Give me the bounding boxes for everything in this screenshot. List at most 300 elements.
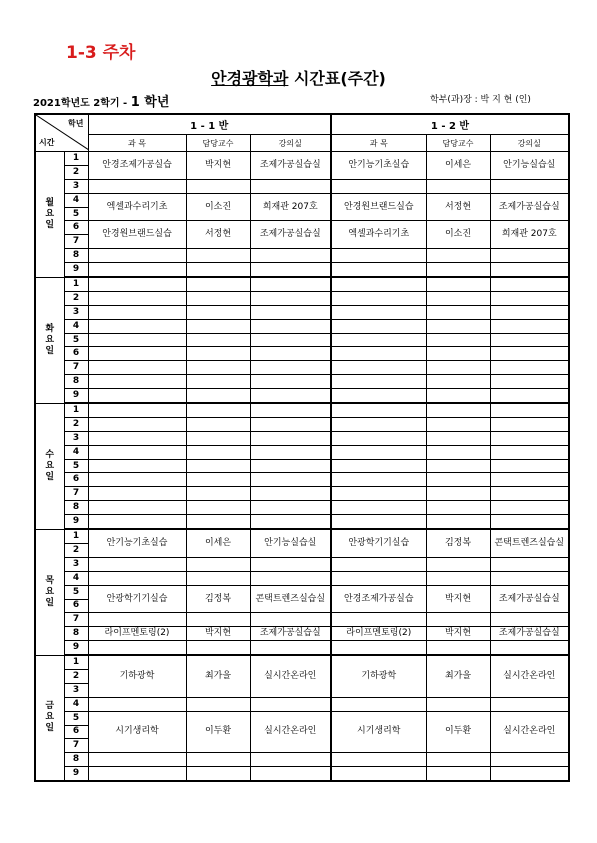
- empty-cell: [490, 347, 569, 361]
- department-head: 학부(과)장 : 박 지 현 (인): [430, 95, 531, 105]
- class-2-room: 안기능실습실: [490, 152, 569, 180]
- day-label-char: 요: [45, 208, 55, 219]
- class-2-subject: 안경원브랜드실습: [331, 193, 426, 221]
- empty-cell: [490, 767, 569, 781]
- period-row: [35, 641, 569, 655]
- period-row: [35, 277, 569, 291]
- empty-cell: [426, 767, 490, 781]
- empty-cell: [88, 571, 186, 585]
- empty-cell: [331, 361, 426, 375]
- period-row: [35, 627, 569, 641]
- period-row: [35, 473, 569, 487]
- empty-cell: [426, 473, 490, 487]
- column-header-room: 강의실: [490, 135, 569, 152]
- class-1-professor: 이세은: [186, 529, 250, 557]
- empty-cell: [490, 361, 569, 375]
- period-number: 2: [64, 417, 88, 431]
- class-2-room: 실시간온라인: [490, 711, 569, 753]
- term-info: [33, 91, 169, 110]
- empty-cell: [88, 179, 186, 193]
- period-row: [35, 417, 569, 431]
- class-2-professor: 이두환: [426, 711, 490, 753]
- day-label-char: 일: [45, 597, 55, 608]
- empty-cell: [186, 361, 250, 375]
- empty-cell: [426, 613, 490, 627]
- empty-cell: [490, 613, 569, 627]
- corner-time-label: 시간: [39, 138, 55, 147]
- class-1-professor: 이두환: [186, 711, 250, 753]
- class-2-professor: 박지현: [426, 585, 490, 613]
- empty-cell: [426, 487, 490, 501]
- period-number: 8: [64, 375, 88, 389]
- empty-cell: [426, 375, 490, 389]
- empty-cell: [250, 767, 331, 781]
- empty-cell: [331, 375, 426, 389]
- empty-cell: [88, 403, 186, 417]
- empty-cell: [490, 641, 569, 655]
- day-label: [35, 277, 64, 403]
- period-number: 3: [64, 179, 88, 193]
- class-2-professor: 서정현: [426, 193, 490, 221]
- class-1-professor: 박지현: [186, 152, 250, 180]
- empty-cell: [331, 305, 426, 319]
- period-row: [35, 263, 569, 277]
- empty-cell: [331, 417, 426, 431]
- empty-cell: [186, 767, 250, 781]
- period-number: 4: [64, 445, 88, 459]
- period-number: 2: [64, 543, 88, 557]
- period-row: [35, 445, 569, 459]
- class-2-subject: 라이프멘토링(2): [331, 627, 426, 641]
- empty-cell: [331, 319, 426, 333]
- empty-cell: [426, 445, 490, 459]
- empty-cell: [426, 179, 490, 193]
- empty-cell: [490, 375, 569, 389]
- period-number: 4: [64, 697, 88, 711]
- empty-cell: [331, 515, 426, 529]
- empty-cell: [331, 263, 426, 277]
- empty-cell: [186, 459, 250, 473]
- empty-cell: [88, 641, 186, 655]
- empty-cell: [88, 473, 186, 487]
- empty-cell: [250, 263, 331, 277]
- empty-cell: [490, 557, 569, 571]
- empty-cell: [250, 431, 331, 445]
- empty-cell: [186, 445, 250, 459]
- class-2-subject: 시기생리학: [331, 711, 426, 753]
- empty-cell: [186, 431, 250, 445]
- page-title: [0, 66, 597, 89]
- empty-cell: [490, 697, 569, 711]
- empty-cell: [186, 417, 250, 431]
- empty-cell: [250, 333, 331, 347]
- empty-cell: [88, 767, 186, 781]
- class-1-room: 희재관 207호: [250, 193, 331, 221]
- period-row: [35, 347, 569, 361]
- day-label: [35, 403, 64, 529]
- empty-cell: [426, 263, 490, 277]
- empty-cell: [88, 417, 186, 431]
- empty-cell: [331, 445, 426, 459]
- empty-cell: [490, 305, 569, 319]
- class-1-subject: 기하광학: [88, 655, 186, 697]
- grade-label: 1 학년: [130, 95, 170, 110]
- class-1-room: 조제가공실습실: [250, 221, 331, 249]
- empty-cell: [186, 263, 250, 277]
- empty-cell: [426, 697, 490, 711]
- class-1-professor: 박지현: [186, 627, 250, 641]
- period-row: [35, 305, 569, 319]
- day-label-char: 일: [45, 471, 55, 482]
- empty-cell: [88, 501, 186, 515]
- empty-cell: [88, 389, 186, 403]
- period-number: 2: [64, 669, 88, 683]
- class-2-room: 조제가공실습실: [490, 585, 569, 613]
- empty-cell: [88, 291, 186, 305]
- class-2-subject: 안광학기기실습: [331, 529, 426, 557]
- class-2-subject: 엑셀과수리기초: [331, 221, 426, 249]
- empty-cell: [250, 389, 331, 403]
- empty-cell: [331, 473, 426, 487]
- empty-cell: [186, 291, 250, 305]
- empty-cell: [250, 417, 331, 431]
- empty-cell: [490, 333, 569, 347]
- class-header-1: 1 - 1 반: [88, 114, 331, 135]
- empty-cell: [88, 613, 186, 627]
- empty-cell: [88, 319, 186, 333]
- empty-cell: [250, 473, 331, 487]
- day-label: [35, 655, 64, 781]
- period-row: [35, 375, 569, 389]
- empty-cell: [88, 697, 186, 711]
- day-label-char: 월: [45, 197, 55, 208]
- empty-cell: [426, 431, 490, 445]
- class-2-subject: 안경조제가공실습: [331, 585, 426, 613]
- day-label-char: 금: [45, 701, 55, 712]
- period-row: [35, 529, 569, 543]
- class-1-subject: 안경조제가공실습: [88, 152, 186, 180]
- period-number: 1: [64, 403, 88, 417]
- class-2-room: 콘택트렌즈실습실: [490, 529, 569, 557]
- period-row: [35, 459, 569, 473]
- period-row: [35, 193, 569, 207]
- term-prefix: 2021학년도 2학기 -: [33, 98, 131, 109]
- day-label-char: 일: [45, 219, 55, 230]
- empty-cell: [250, 291, 331, 305]
- class-2-room: 조제가공실습실: [490, 193, 569, 221]
- class-1-subject: 시기생리학: [88, 711, 186, 753]
- empty-cell: [331, 277, 426, 291]
- empty-cell: [186, 305, 250, 319]
- class-2-subject: 기하광학: [331, 655, 426, 697]
- empty-cell: [426, 753, 490, 767]
- empty-cell: [250, 459, 331, 473]
- period-number: 3: [64, 557, 88, 571]
- empty-cell: [88, 277, 186, 291]
- class-1-subject: 라이프멘토링(2): [88, 627, 186, 641]
- empty-cell: [186, 319, 250, 333]
- empty-cell: [88, 249, 186, 263]
- empty-cell: [426, 641, 490, 655]
- class-1-room: 실시간온라인: [250, 655, 331, 697]
- day-label-char: 화: [45, 323, 55, 334]
- empty-cell: [331, 431, 426, 445]
- period-number: 5: [64, 333, 88, 347]
- period-number: 1: [64, 529, 88, 543]
- empty-cell: [186, 347, 250, 361]
- class-1-subject: 안광학기기실습: [88, 585, 186, 613]
- empty-cell: [186, 473, 250, 487]
- empty-cell: [250, 305, 331, 319]
- period-row: [35, 613, 569, 627]
- empty-cell: [490, 179, 569, 193]
- day-label-char: 수: [45, 449, 55, 460]
- empty-cell: [88, 487, 186, 501]
- empty-cell: [88, 333, 186, 347]
- empty-cell: [490, 291, 569, 305]
- day-label-char: 요: [45, 334, 55, 345]
- class-1-subject: 안기능기초실습: [88, 529, 186, 557]
- empty-cell: [186, 179, 250, 193]
- column-header-subject: 과 목: [88, 135, 186, 152]
- empty-cell: [88, 375, 186, 389]
- empty-cell: [186, 515, 250, 529]
- column-header-professor: 담당교수: [186, 135, 250, 152]
- period-row: [35, 319, 569, 333]
- empty-cell: [331, 403, 426, 417]
- empty-cell: [250, 557, 331, 571]
- period-number: 4: [64, 319, 88, 333]
- empty-cell: [331, 291, 426, 305]
- day-label-char: 요: [45, 586, 55, 597]
- empty-cell: [490, 501, 569, 515]
- empty-cell: [250, 753, 331, 767]
- empty-cell: [331, 767, 426, 781]
- class-1-professor: 최가을: [186, 655, 250, 697]
- class-2-professor: 김정복: [426, 529, 490, 557]
- period-number: 8: [64, 627, 88, 641]
- class-1-professor: 서정현: [186, 221, 250, 249]
- period-number: 5: [64, 459, 88, 473]
- period-row: [35, 403, 569, 417]
- period-number: 5: [64, 207, 88, 221]
- empty-cell: [426, 347, 490, 361]
- class-2-room: 실시간온라인: [490, 655, 569, 697]
- empty-cell: [331, 641, 426, 655]
- empty-cell: [250, 375, 331, 389]
- period-number: 4: [64, 193, 88, 207]
- period-number: 9: [64, 263, 88, 277]
- period-number: 9: [64, 767, 88, 781]
- period-number: 4: [64, 571, 88, 585]
- period-number: 2: [64, 165, 88, 179]
- class-1-professor: 김정복: [186, 585, 250, 613]
- empty-cell: [426, 501, 490, 515]
- title-rest: 시간표(주간): [288, 69, 386, 88]
- empty-cell: [331, 557, 426, 571]
- empty-cell: [490, 473, 569, 487]
- class-2-professor: 최가을: [426, 655, 490, 697]
- empty-cell: [250, 319, 331, 333]
- column-header-professor: 담당교수: [426, 135, 490, 152]
- class-1-room: 조제가공실습실: [250, 152, 331, 180]
- empty-cell: [331, 697, 426, 711]
- period-row: [35, 152, 569, 166]
- period-row: [35, 221, 569, 235]
- class-1-professor: 이소진: [186, 193, 250, 221]
- period-row: [35, 557, 569, 571]
- period-row: [35, 291, 569, 305]
- empty-cell: [186, 403, 250, 417]
- empty-cell: [426, 459, 490, 473]
- empty-cell: [88, 557, 186, 571]
- period-row: [35, 179, 569, 193]
- empty-cell: [250, 697, 331, 711]
- period-row: [35, 431, 569, 445]
- empty-cell: [186, 613, 250, 627]
- empty-cell: [331, 501, 426, 515]
- empty-cell: [490, 389, 569, 403]
- empty-cell: [490, 571, 569, 585]
- period-number: 6: [64, 725, 88, 739]
- empty-cell: [490, 487, 569, 501]
- empty-cell: [426, 333, 490, 347]
- period-row: [35, 249, 569, 263]
- empty-cell: [186, 333, 250, 347]
- empty-cell: [426, 571, 490, 585]
- empty-cell: [186, 697, 250, 711]
- empty-cell: [186, 277, 250, 291]
- empty-cell: [426, 389, 490, 403]
- period-number: 6: [64, 221, 88, 235]
- empty-cell: [88, 515, 186, 529]
- period-number: 7: [64, 235, 88, 249]
- period-row: [35, 697, 569, 711]
- empty-cell: [490, 319, 569, 333]
- empty-cell: [331, 487, 426, 501]
- day-label-char: 일: [45, 345, 55, 356]
- empty-cell: [490, 753, 569, 767]
- empty-cell: [331, 179, 426, 193]
- empty-cell: [88, 459, 186, 473]
- empty-cell: [186, 641, 250, 655]
- period-row: [35, 333, 569, 347]
- empty-cell: [490, 431, 569, 445]
- empty-cell: [186, 487, 250, 501]
- period-number: 6: [64, 347, 88, 361]
- empty-cell: [186, 753, 250, 767]
- timetable: [34, 113, 570, 782]
- day-label-char: 요: [45, 712, 55, 723]
- class-2-subject: 안기능기초실습: [331, 152, 426, 180]
- column-header-subject: 과 목: [331, 135, 426, 152]
- empty-cell: [331, 389, 426, 403]
- empty-cell: [88, 431, 186, 445]
- corner-grade-label: 학년: [68, 119, 84, 128]
- empty-cell: [426, 249, 490, 263]
- day-label: [35, 152, 64, 278]
- period-row: [35, 767, 569, 781]
- empty-cell: [250, 361, 331, 375]
- period-number: 6: [64, 599, 88, 613]
- empty-cell: [186, 501, 250, 515]
- period-number: 5: [64, 585, 88, 599]
- period-row: [35, 655, 569, 669]
- empty-cell: [88, 347, 186, 361]
- empty-cell: [331, 753, 426, 767]
- period-number: 3: [64, 431, 88, 445]
- period-number: 1: [64, 277, 88, 291]
- empty-cell: [88, 263, 186, 277]
- empty-cell: [186, 557, 250, 571]
- period-row: [35, 571, 569, 585]
- day-label-char: 목: [45, 575, 55, 586]
- empty-cell: [426, 291, 490, 305]
- class-2-room: 조제가공실습실: [490, 627, 569, 641]
- empty-cell: [331, 459, 426, 473]
- empty-cell: [426, 403, 490, 417]
- class-1-subject: 안경원브랜드실습: [88, 221, 186, 249]
- period-row: [35, 585, 569, 599]
- period-number: 7: [64, 613, 88, 627]
- period-number: 5: [64, 711, 88, 725]
- empty-cell: [426, 515, 490, 529]
- empty-cell: [250, 501, 331, 515]
- period-number: 7: [64, 739, 88, 753]
- period-row: [35, 753, 569, 767]
- period-row: [35, 389, 569, 403]
- class-1-room: 조제가공실습실: [250, 627, 331, 641]
- period-row: [35, 487, 569, 501]
- empty-cell: [426, 305, 490, 319]
- class-1-subject: 엑셀과수리기초: [88, 193, 186, 221]
- class-1-room: 실시간온라인: [250, 711, 331, 753]
- period-number: 8: [64, 753, 88, 767]
- empty-cell: [490, 403, 569, 417]
- empty-cell: [250, 277, 331, 291]
- week-label: 1-3 주차: [66, 43, 136, 63]
- period-number: 2: [64, 291, 88, 305]
- empty-cell: [186, 571, 250, 585]
- period-number: 1: [64, 152, 88, 166]
- empty-cell: [426, 417, 490, 431]
- period-number: 9: [64, 641, 88, 655]
- empty-cell: [88, 753, 186, 767]
- empty-cell: [250, 571, 331, 585]
- empty-cell: [250, 445, 331, 459]
- empty-cell: [250, 515, 331, 529]
- period-number: 8: [64, 249, 88, 263]
- empty-cell: [490, 459, 569, 473]
- empty-cell: [426, 361, 490, 375]
- class-1-room: 콘택트렌즈실습실: [250, 585, 331, 613]
- empty-cell: [426, 557, 490, 571]
- period-row: [35, 501, 569, 515]
- day-label: [35, 529, 64, 655]
- empty-cell: [331, 249, 426, 263]
- period-number: 9: [64, 389, 88, 403]
- period-number: 3: [64, 683, 88, 697]
- class-2-professor: 이세은: [426, 152, 490, 180]
- class-2-room: 희재관 207호: [490, 221, 569, 249]
- empty-cell: [250, 403, 331, 417]
- empty-cell: [186, 249, 250, 263]
- empty-cell: [490, 515, 569, 529]
- title-department: 안경광학과: [211, 69, 289, 88]
- period-row: [35, 515, 569, 529]
- empty-cell: [250, 179, 331, 193]
- empty-cell: [331, 613, 426, 627]
